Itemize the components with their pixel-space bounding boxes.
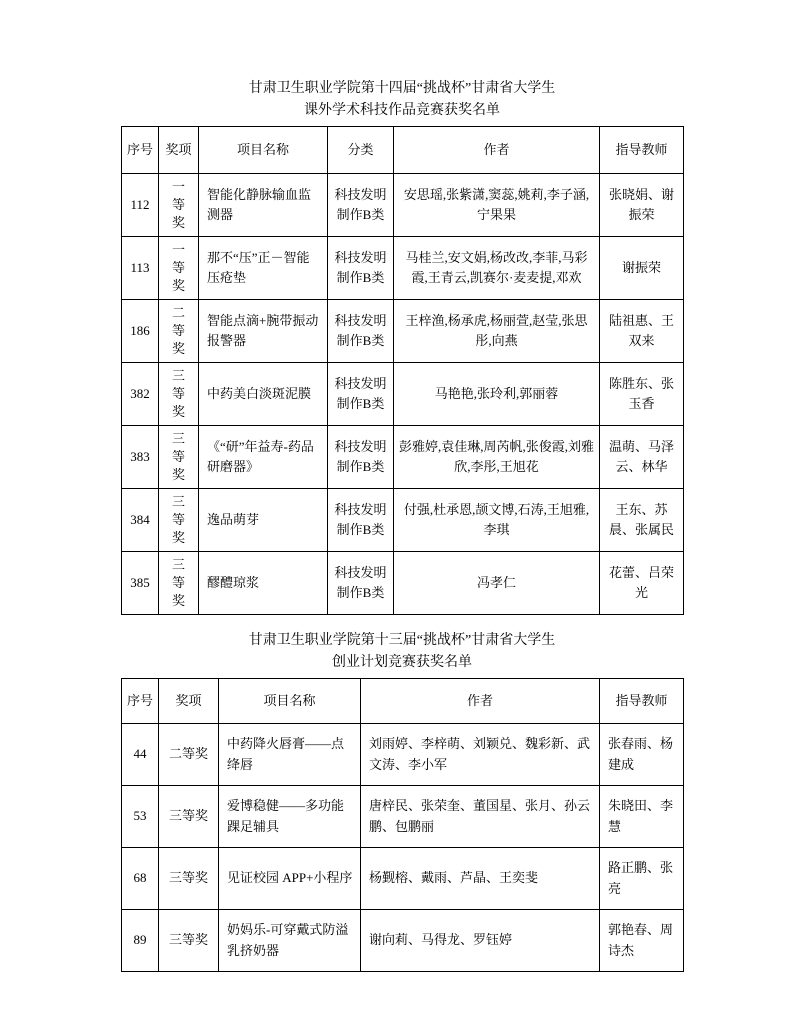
cell-teachers: 朱晓田、李慧 (600, 786, 684, 848)
cell-authors: 马艳艳,张玲利,郭丽蓉 (394, 363, 600, 426)
cell-no: 89 (122, 910, 159, 972)
cell-teachers: 花蕾、吕荣光 (600, 552, 684, 615)
cell-award: 二等奖 (159, 724, 219, 786)
table2-body (122, 724, 684, 972)
table2-title-block (121, 630, 683, 674)
table1-head (122, 127, 684, 174)
cell-award (159, 489, 199, 552)
cell-teachers: 谢振荣 (600, 237, 684, 300)
cell-authors: 安思瑶,张紫潇,窦蕊,姚莉,李子涵,宁果果 (394, 174, 600, 237)
cell-authors: 刘雨婷、李梓萌、刘颖兑、魏彩新、武文涛、李小军 (361, 724, 600, 786)
cell-project: 爱博稳健——多功能踝足辅具 (219, 786, 361, 848)
cell-award (159, 174, 199, 237)
awards-table-science (121, 126, 684, 615)
cell-authors: 冯孝仁 (394, 552, 600, 615)
cell-no: 385 (122, 552, 159, 615)
cell-award (159, 426, 199, 489)
award-vertical-text: 三等奖 (171, 430, 185, 483)
column-header: 作者 (394, 127, 600, 174)
award-vertical-text: 三等奖 (171, 493, 185, 546)
table1-title-block (121, 78, 683, 122)
cell-no: 53 (122, 786, 159, 848)
cell-authors: 马桂兰,安文娟,杨改改,李菲,马彩霞,王青云,凯赛尔·麦麦提,邓欢 (394, 237, 600, 300)
table1-title-line2: 课外学术科技作品竞赛获奖名单 (304, 103, 500, 118)
cell-no: 384 (122, 489, 159, 552)
header-row (122, 127, 684, 174)
column-header: 序号 (122, 127, 159, 174)
cell-project: 奶妈乐-可穿戴式防溢乳挤奶器 (219, 910, 361, 972)
table-row (122, 174, 684, 237)
cell-authors: 谢向莉、马得龙、罗钰婷 (361, 910, 600, 972)
column-header: 奖项 (159, 679, 219, 724)
cell-category: 科技发明制作B类 (328, 552, 394, 615)
column-header: 项目名称 (199, 127, 328, 174)
cell-category: 科技发明制作B类 (328, 237, 394, 300)
table1-body (122, 174, 684, 615)
cell-no: 383 (122, 426, 159, 489)
table-row (122, 786, 684, 848)
cell-award: 三等奖 (159, 910, 219, 972)
award-vertical-text: 一等奖 (171, 178, 185, 231)
table-row (122, 363, 684, 426)
cell-teachers: 郭艳春、周诗杰 (600, 910, 684, 972)
cell-award (159, 363, 199, 426)
cell-award (159, 237, 199, 300)
column-header: 奖项 (159, 127, 199, 174)
cell-no: 186 (122, 300, 159, 363)
document-body (121, 78, 683, 972)
cell-award: 三等奖 (159, 786, 219, 848)
column-header: 分类 (328, 127, 394, 174)
cell-no: 382 (122, 363, 159, 426)
cell-project: 中药降火唇膏——点绛唇 (219, 724, 361, 786)
table-row (122, 724, 684, 786)
cell-authors: 唐梓民、张荣奎、董国星、张月、孙云鹏、包鹏丽 (361, 786, 600, 848)
cell-category: 科技发明制作B类 (328, 489, 394, 552)
table-row (122, 237, 684, 300)
header-row (122, 679, 684, 724)
award-vertical-text: 三等奖 (171, 367, 185, 420)
cell-project: 醪醴琼浆 (199, 552, 328, 615)
cell-teachers: 陈胜东、张玉香 (600, 363, 684, 426)
cell-project: 《“研”年益寿-药品研磨器》 (199, 426, 328, 489)
cell-no: 44 (122, 724, 159, 786)
cell-no: 112 (122, 174, 159, 237)
cell-authors: 付强,杜承恩,颉文博,石涛,王旭雅,李琪 (394, 489, 600, 552)
column-header: 序号 (122, 679, 159, 724)
cell-no: 68 (122, 848, 159, 910)
table-row (122, 426, 684, 489)
cell-award (159, 552, 199, 615)
awards-table-business (121, 678, 684, 972)
cell-teachers: 张晓娟、谢振荣 (600, 174, 684, 237)
table-row (122, 300, 684, 363)
column-header: 指导教师 (600, 127, 684, 174)
award-vertical-text: 二等奖 (171, 304, 185, 357)
column-header: 作者 (361, 679, 600, 724)
cell-category: 科技发明制作B类 (328, 426, 394, 489)
column-header: 项目名称 (219, 679, 361, 724)
cell-project: 那不“压”正－智能压疮垫 (199, 237, 328, 300)
table-row (122, 489, 684, 552)
cell-award (159, 300, 199, 363)
column-header: 指导教师 (600, 679, 684, 724)
cell-no: 113 (122, 237, 159, 300)
cell-authors: 杨觐榕、戴雨、芦晶、王奕斐 (361, 848, 600, 910)
cell-category: 科技发明制作B类 (328, 174, 394, 237)
cell-award: 三等奖 (159, 848, 219, 910)
cell-teachers: 王东、苏晨、张属民 (600, 489, 684, 552)
cell-project: 逸品萌芽 (199, 489, 328, 552)
award-vertical-text: 三等奖 (171, 556, 185, 609)
cell-authors: 彭雅婷,袁佳琳,周芮帆,张俊霞,刘雅欣,李彤,王旭花 (394, 426, 600, 489)
table2-title-line1: 甘肃卫生职业学院第十三届“挑战杯”甘肃省大学生 (248, 633, 556, 648)
table-row (122, 848, 684, 910)
table-row (122, 552, 684, 615)
table1-title-line1: 甘肃卫生职业学院第十四届“挑战杯”甘肃省大学生 (248, 81, 556, 96)
cell-project: 见证校园 APP+小程序 (219, 848, 361, 910)
cell-project: 智能化静脉输血监测器 (199, 174, 328, 237)
cell-teachers: 陆祖惠、王双来 (600, 300, 684, 363)
cell-category: 科技发明制作B类 (328, 300, 394, 363)
cell-category: 科技发明制作B类 (328, 363, 394, 426)
cell-teachers: 温萌、马泽云、林华 (600, 426, 684, 489)
cell-project: 智能点滴+腕带振动报警器 (199, 300, 328, 363)
cell-project: 中药美白淡斑泥膜 (199, 363, 328, 426)
table2-head (122, 679, 684, 724)
cell-authors: 王梓渔,杨承虎,杨丽萱,赵莹,张思彤,向燕 (394, 300, 600, 363)
award-vertical-text: 一等奖 (171, 241, 185, 294)
table2-title-line2: 创业计划竞赛获奖名单 (332, 655, 472, 670)
cell-teachers: 路正鹏、张亮 (600, 848, 684, 910)
cell-teachers: 张春雨、杨建成 (600, 724, 684, 786)
table-row (122, 910, 684, 972)
